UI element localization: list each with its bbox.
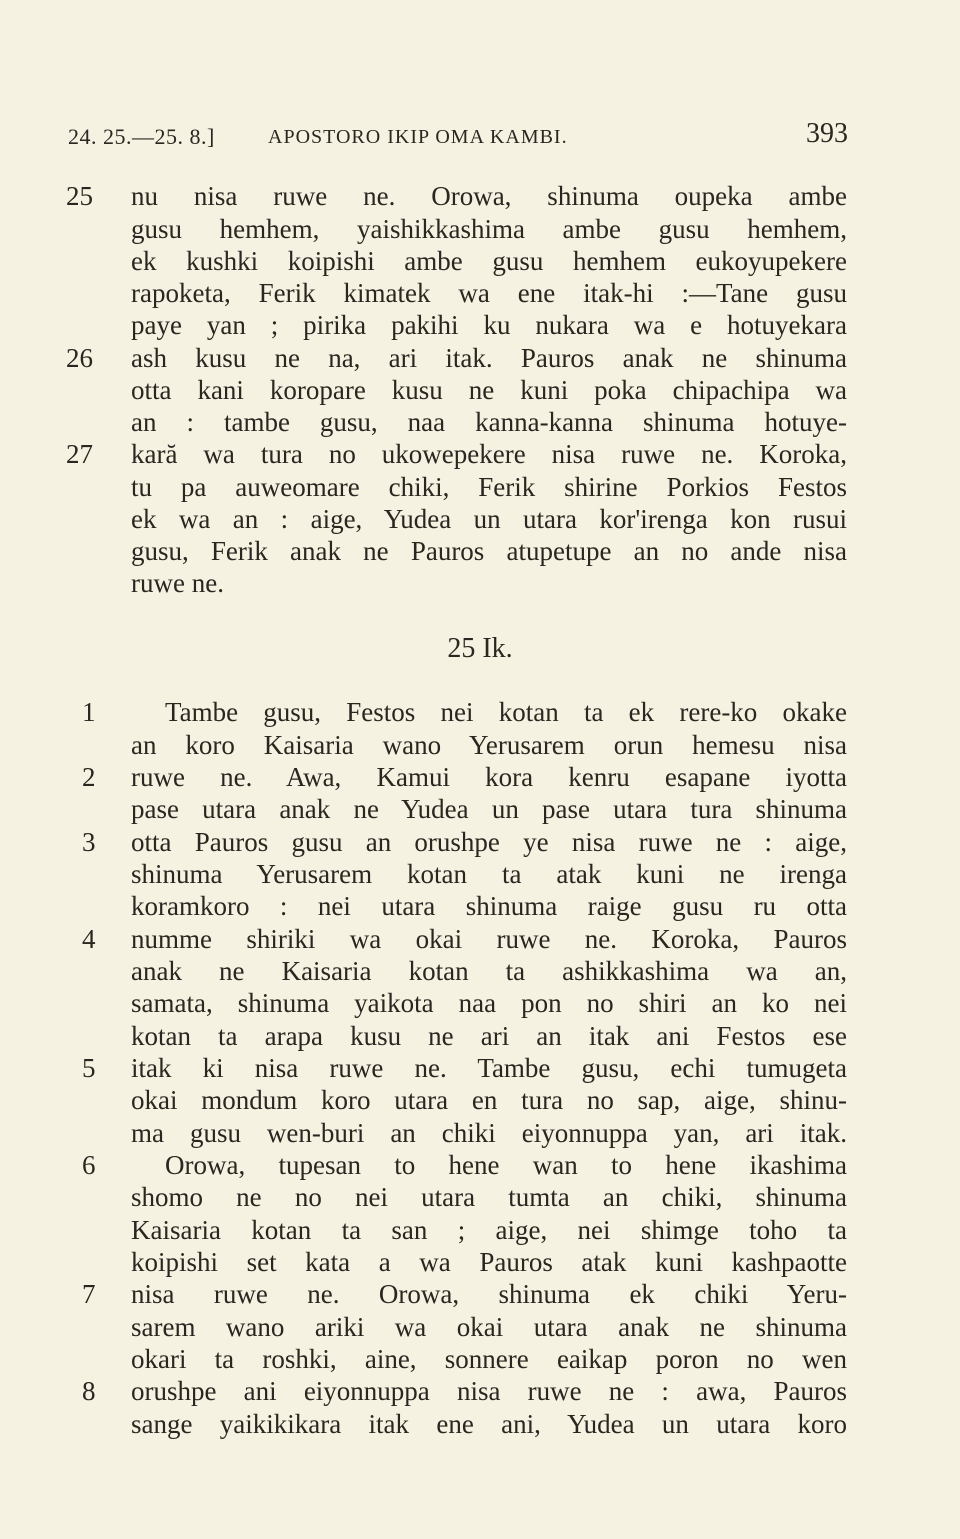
verse-number: 5 [82,1053,96,1083]
text-line: koramkoro : nei utara shinuma raige gusu ru otta [131,891,847,921]
verse-number: 25 [66,181,93,211]
verse-number: 26 [66,343,93,373]
text-line: Tambe gusu, Festos nei kotan ta ek rere-ko okake [165,697,847,727]
text-line: Orowa, tupesan to hene wan to hene ikashima [165,1150,847,1180]
text-line: kotan ta arapa kusu ne ari an itak ani Festos ese [131,1021,847,1051]
text-line: sange yaikikikara itak ene ani, Yudea un utara koro [131,1409,847,1439]
text-line: otta Pauros gusu an orushpe ye nisa ruwe ne : aige, [131,827,847,857]
verse-number: 27 [66,439,93,469]
text-line: paye yan ; pirika pakihi ku nukara wa e hotuyekara [131,310,847,340]
verse-number: 8 [82,1376,96,1406]
text-line: rapoketa, Ferik kimatek wa ene itak-hi :—Tane gusu [131,278,847,308]
verse-number: 2 [82,762,96,792]
text-line: okai mondum koro utara en tura no sap, aige, shinu- [131,1085,847,1115]
chapter-verse-range: 24. 25.—25. 8.] [68,124,215,149]
text-line: an : tambe gusu, naa kanna-kanna shinuma hotuye- [131,407,847,437]
text-line: otta kani koropare kusu ne kuni poka chipachipa wa [131,375,847,405]
verse-number: 7 [82,1279,96,1309]
text-line: numme shiriki wa okai ruwe ne. Koroka, Pauros [131,924,847,954]
text-line: nu nisa ruwe ne. Orowa, shinuma oupeka ambe [131,181,847,211]
verse-number: 4 [82,924,96,954]
text-line: gusu hemhem, yaishikkashima ambe gusu hemhem, [131,214,847,244]
verse-number: 3 [82,827,96,857]
text-line: ek wa an : aige, Yudea un utara kor'irenga kon rusui [131,504,847,534]
text-line: anak ne Kaisaria kotan ta ashikkashima wa an, [131,956,847,986]
running-title: APOSTORO IKIP OMA KAMBI. [268,126,568,148]
text-line: nisa ruwe ne. Orowa, shinuma ek chiki Yeru- [131,1279,847,1309]
text-line: shinuma Yerusarem kotan ta atak kuni ne irenga [131,859,847,889]
text-line: gusu, Ferik anak ne Pauros atupetupe an no ande nisa [131,536,847,566]
text-line: ek kushki koipishi ambe gusu hemhem eukoyupekere [131,246,847,276]
text-line: shomo ne no nei utara tumta an chiki, shinuma [131,1182,847,1212]
text-line: kară wa tura no ukowepekere nisa ruwe ne. Koroka, [131,439,847,469]
running-header [68,118,848,154]
text-line: samata, shinuma yaikota naa pon no shiri an ko nei [131,988,847,1018]
text-line: ma gusu wen-buri an chiki eiyonnuppa yan, ari itak. [131,1118,847,1148]
text-line: ruwe ne. Awa, Kamui kora kenru esapane iyotta [131,762,847,792]
text-line: ruwe ne. [131,568,224,598]
text-line: itak ki nisa ruwe ne. Tambe gusu, echi tumugeta [131,1053,847,1083]
text-line: sarem wano ariki wa okai utara anak ne shinuma [131,1312,847,1342]
text-line: ash kusu ne na, ari itak. Pauros anak ne shinuma [131,343,847,373]
text-line: tu pa auweomare chiki, Ferik shirine Porkios Festos [131,472,847,502]
page-number: 393 [806,118,848,149]
verse-number: 1 [82,697,96,727]
chapter-heading: 25 Ik. [447,633,513,664]
text-line: orushpe ani eiyonnuppa nisa ruwe ne : awa, Pauros [131,1376,847,1406]
text-line: koipishi set kata a wa Pauros atak kuni kashpaotte [131,1247,847,1277]
text-line: okari ta roshki, aine, sonnere eaikap poron no wen [131,1344,847,1374]
text-line: Kaisaria kotan ta san ; aige, nei shimge toho ta [131,1215,847,1245]
text-line: pase utara anak ne Yudea un pase utara tura shinuma [131,794,847,824]
text-line: an koro Kaisaria wano Yerusarem orun hemesu nisa [131,730,847,760]
verse-number: 6 [82,1150,96,1180]
